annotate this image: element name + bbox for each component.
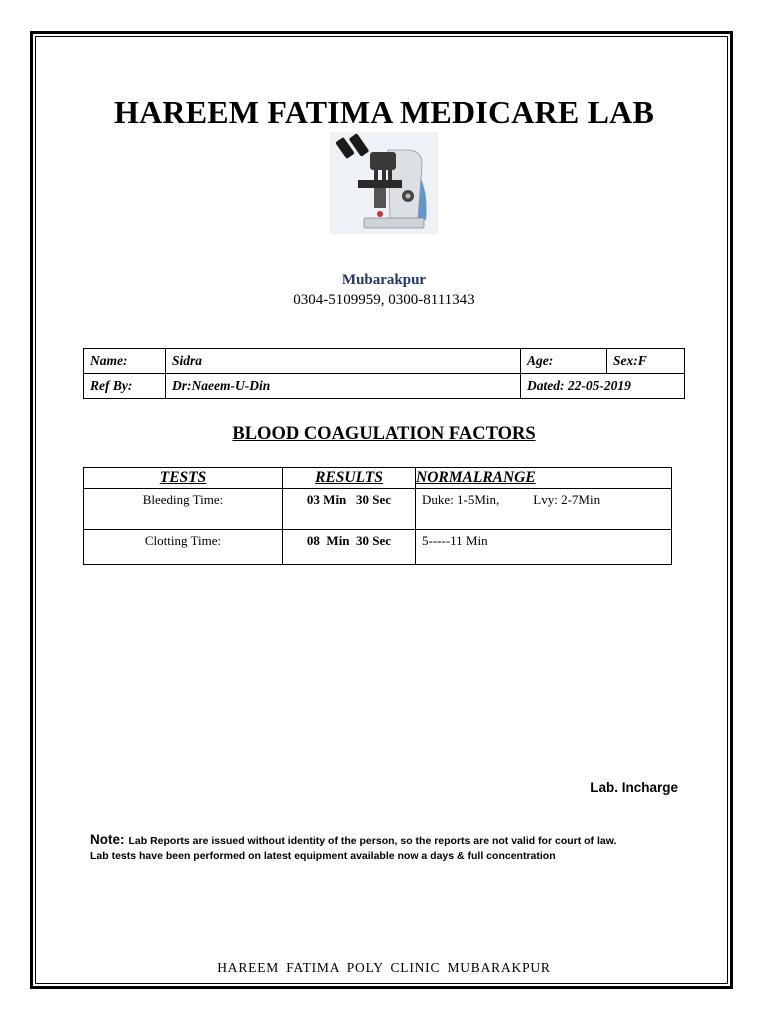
footer-clinic-name: HAREEM FATIMA POLY CLINIC MUBARAKPUR: [217, 960, 551, 975]
disclaimer-note: [90, 832, 616, 864]
table-row: [84, 489, 672, 530]
note-label: Note:: [90, 832, 125, 847]
normal-range: 5-----11 Min: [416, 530, 672, 565]
patient-row-name: [84, 349, 685, 374]
microscope-icon: [330, 132, 438, 234]
lab-incharge-signature: Lab. Incharge: [590, 780, 678, 795]
patient-info-table: [83, 348, 685, 399]
test-result: 03 Min 30 Sec: [283, 489, 416, 530]
lab-location: Mubarakpur: [341, 272, 427, 288]
sex-value: Sex:F: [607, 349, 685, 374]
test-name: Clotting Time:: [84, 530, 283, 565]
normal-range-lvy: Lvy: 2-7Min: [533, 492, 601, 507]
lab-phones: 0304-5109959, 0300-8111343: [293, 292, 475, 308]
note-line-1: Lab Reports are issued without identity of the person, so the reports are not valid for court of law.: [128, 835, 617, 847]
header-results: RESULTS: [283, 468, 416, 489]
test-result: 08 Min 30 Sec: [283, 530, 416, 565]
normal-range-duke: Duke: 1-5Min,: [422, 492, 500, 507]
ref-label: Ref By:: [84, 374, 166, 399]
patient-row-ref: [84, 374, 685, 399]
report-title: BLOOD COAGULATION FACTORS: [232, 424, 536, 444]
lab-title: HAREEM FATIMA MEDICARE LAB: [113, 94, 655, 130]
results-header-row: [84, 468, 672, 489]
test-name: Bleeding Time:: [84, 489, 283, 530]
header-normal-range: NORMALRANGE: [416, 468, 672, 489]
note-line-2: Lab tests have been performed on latest equipment available now a days & full concentration: [90, 850, 556, 862]
name-value: Sidra: [166, 349, 521, 374]
table-row: [84, 530, 672, 565]
report-date: Dated: 22-05-2019: [521, 374, 685, 399]
age-label: Age:: [521, 349, 607, 374]
name-label: Name:: [84, 349, 166, 374]
normal-range: [416, 489, 672, 530]
header-tests: TESTS: [84, 468, 283, 489]
ref-value: Dr:Naeem-U-Din: [166, 374, 521, 399]
results-table: [83, 467, 672, 565]
